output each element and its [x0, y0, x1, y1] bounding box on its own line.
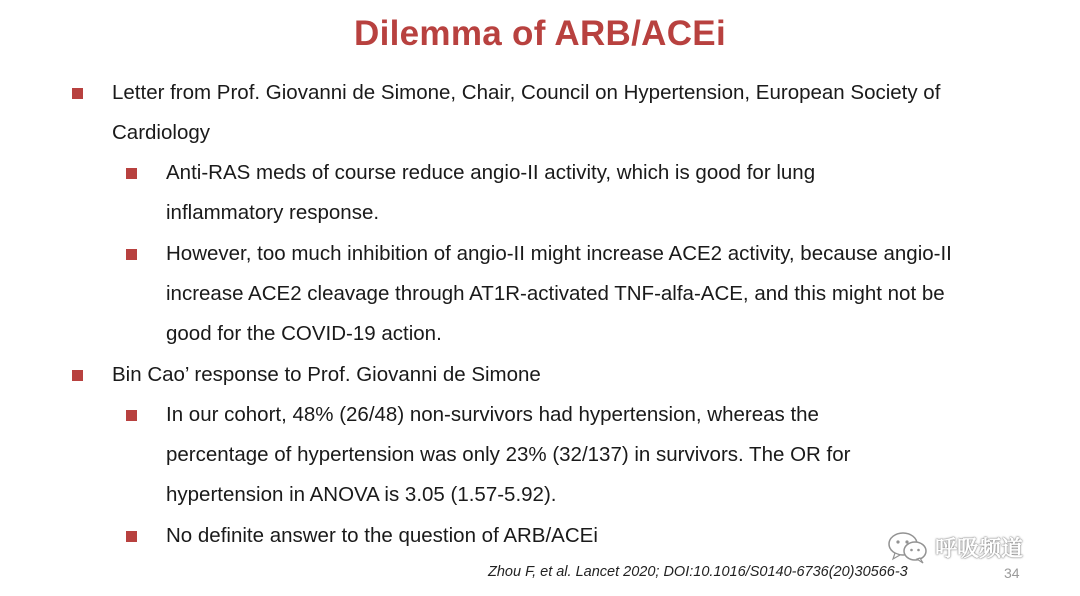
- wechat-icon: [887, 530, 929, 564]
- bullet-square-icon: [72, 88, 83, 99]
- bullet-square-icon: [126, 531, 137, 542]
- bullet-square-icon: [126, 249, 137, 260]
- slide-title: Dilemma of ARB/ACEi: [354, 14, 726, 53]
- sub-bullet-item: No definite answer to the question of ARB/ACEi: [166, 524, 598, 547]
- bullet-square-icon: [72, 370, 83, 381]
- page-number: 34: [1004, 565, 1020, 581]
- bullet-square-icon: [126, 168, 137, 179]
- sub-bullet-item: In our cohort, 48% (26/48) non-survivors had hypertension, whereas the percentage of hypertension was only 23% (32/137) in survivors. The OR for hypertension in ANOVA is 3.05 (1.57-5.92).: [166, 403, 851, 507]
- citation: Zhou F, et al. Lancet 2020; DOI:10.1016/S0140-6736(20)30566-3: [488, 564, 908, 580]
- sub-bullet-item: However, too much inhibition of angio-II might increase ACE2 activity, because angio-II increase ACE2 cleavage through AT1R-activated TNF-alfa-ACE, and this might not be good for the COVID-19 action.: [166, 242, 952, 346]
- sub-bullet-item: Anti-RAS meds of course reduce angio-II activity, which is good for lung inflammatory response.: [166, 161, 816, 225]
- watermark-text: 呼吸频道: [935, 536, 1024, 562]
- watermark: [887, 530, 1023, 564]
- bullet-item: Letter from Prof. Giovanni de Simone, Chair, Council on Hypertension, European Society of Cardiology: [112, 81, 941, 145]
- bullet-item: Bin Cao’ response to Prof. Giovanni de Simone: [112, 363, 541, 386]
- bullet-square-icon: [126, 410, 137, 421]
